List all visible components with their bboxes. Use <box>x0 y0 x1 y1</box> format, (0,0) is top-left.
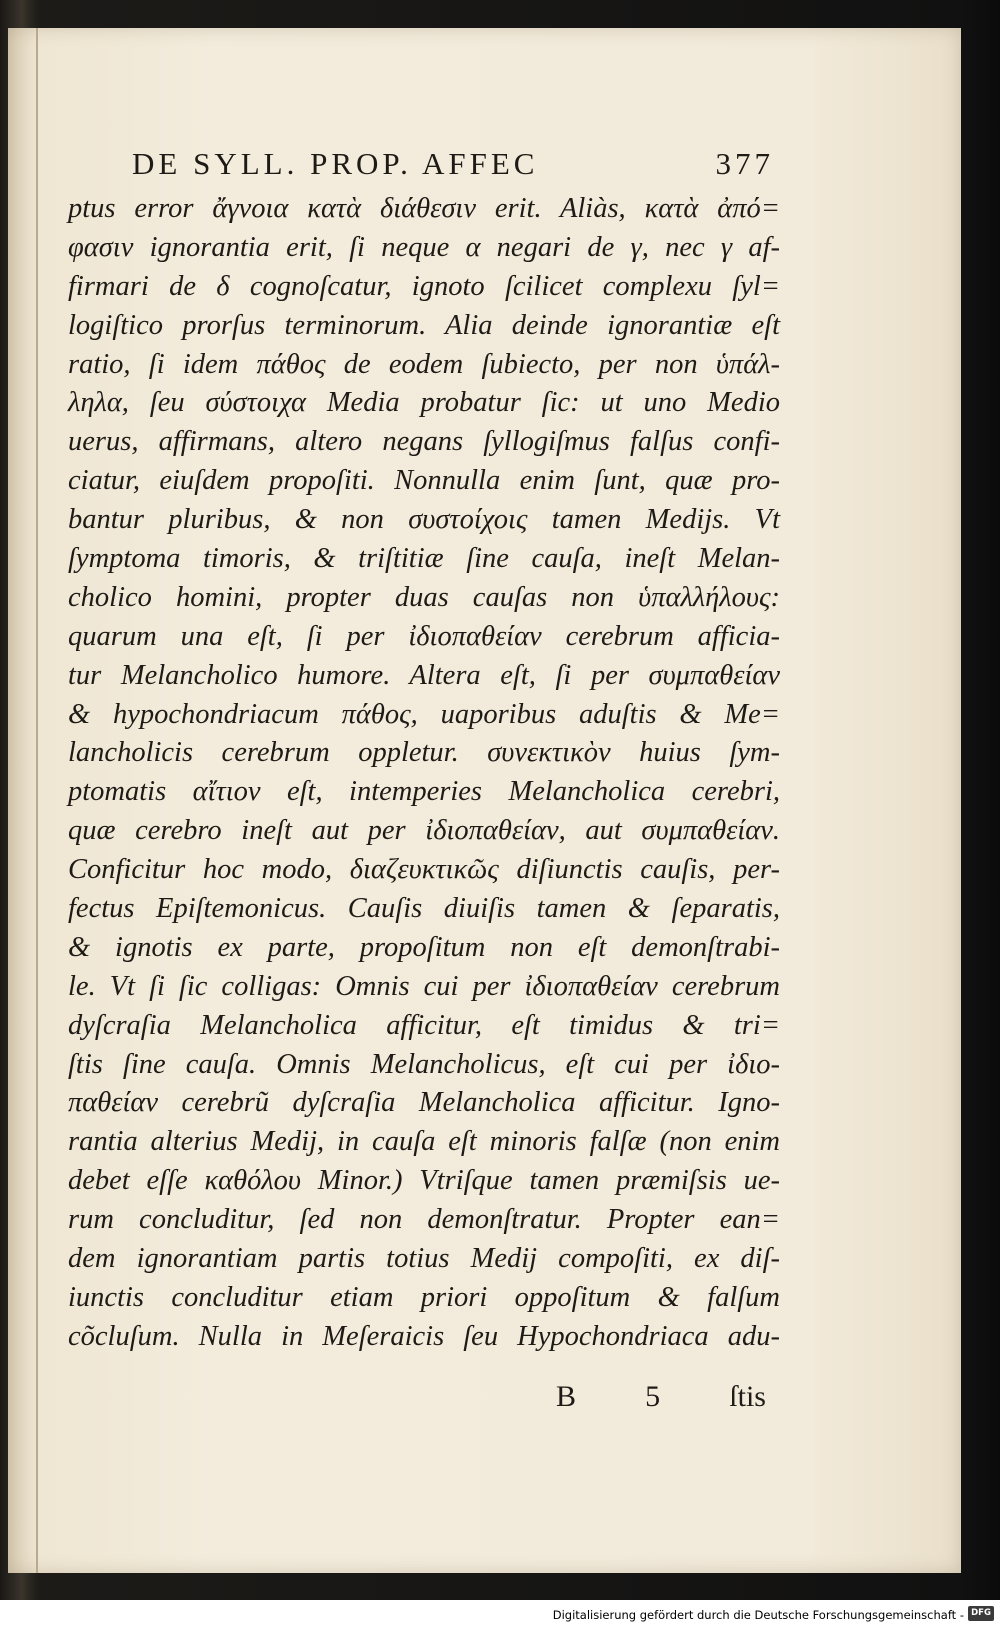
text-line: dyſcraſia Melancholica afficitur, eſt timidus & tri= <box>68 1009 780 1041</box>
text-line: debet eſſe καθόλου Minor.) Vtriſque tamen præmiſsis ue- <box>68 1165 780 1197</box>
text-line: & ignotis ex parte, propoſitum non eſt demonſtrabi- <box>68 931 780 963</box>
text-line: quæ cerebro ineſt aut per ἰδιοπαθείαν, aut συμπαθείαν. <box>68 815 780 847</box>
text-line: iunctis concluditur etiam priori oppoſitum & falſum <box>68 1281 780 1313</box>
text-line: ciatur, eiuſdem propoſiti. Nonnulla enim ſunt, quæ pro- <box>68 465 780 497</box>
text-line: & hypochondriacum πάθος, uaporibus aduſtis & Me= <box>68 698 780 730</box>
text-line: fectus Epiſtemonicus. Cauſis diuiſis tamen & ſeparatis, <box>68 893 780 925</box>
text-line: ſymptoma timoris, & triſtitiæ ſine cauſa, ineſt Melan- <box>68 543 780 575</box>
body-text <box>68 190 780 1357</box>
text-block <box>68 146 780 1357</box>
text-line: φασιν ignorantia erit, ſi neque α negari de γ, nec γ af- <box>68 231 780 263</box>
text-line: firmari de δ cognoſcatur, ignoto ſcilicet complexu ſyl= <box>68 270 780 302</box>
page-gutter <box>36 28 38 1573</box>
text-line: ptomatis αἴτιον eſt, intemperies Melancholica cerebri, <box>68 776 780 808</box>
text-line: uerus, affirmans, altero negans ſyllogiſmus falſus confi- <box>68 426 780 458</box>
text-line: rum concluditur, ſed non demonſtratur. Propter ean= <box>68 1204 780 1236</box>
text-line: ſtis ſine cauſa. Omnis Melancholicus, eſt cui per ἰδιο- <box>68 1048 780 1080</box>
dfg-logo-icon: DFG <box>968 1606 994 1621</box>
signature-line <box>556 1380 766 1414</box>
text-line: bantur pluribus, & non συστοίχοις tamen Medijs. Vt <box>68 504 780 536</box>
text-line: dem ignorantiam partis totius Medij compoſiti, ex diſ- <box>68 1243 780 1275</box>
text-line: quarum una eſt, ſi per ἰδιοπαθείαν cerebrum afficia- <box>68 620 780 652</box>
text-line: Conficitur hoc modo, διαζευκτικῶς diſiunctis cauſis, per- <box>68 854 780 886</box>
running-head <box>132 146 774 190</box>
text-line: rantia alterius Medij, in cauſa eſt minoris falſæ (non enim <box>68 1126 780 1158</box>
text-line: ratio, ſi idem πάθος de eodem ſubiecto, per non ὑπάλ- <box>68 348 780 380</box>
signature-mark: B <box>556 1380 577 1413</box>
text-line: logiſtico prorſus terminorum. Alia deinde ignorantiæ eſt <box>68 309 780 341</box>
page-number: 377 <box>715 146 774 181</box>
text-line: le. Vt ſi ſic colligas: Omnis cui per ἰδιοπαθείαν cerebrum <box>68 970 780 1002</box>
running-head-title: DE SYLL. PROP. AFFEC <box>132 146 539 181</box>
footer-credit: Digitalisierung gefördert durch die Deutsche Forschungsgemeinschaft - <box>552 1608 964 1622</box>
text-line: cõcluſum. Nulla in Meſeraicis ſeu Hypochondriaca adu- <box>68 1320 780 1352</box>
text-line: ptus error ἄγνοια κατὰ διάθεσιν erit. Aliàs, κατὰ ἀπό= <box>68 193 780 224</box>
text-line: lancholicis cerebrum oppletur. συνεκτικὸν huius ſym- <box>68 737 780 769</box>
text-line: tur Melancholico humore. Altera eſt, ſi per συμπαθείαν <box>68 659 780 691</box>
text-line: παθείαν cerebrũ dyſcraſia Melancholica afficitur. Igno- <box>68 1087 780 1119</box>
text-line: ληλα, ſeu σύστοιχα Media probatur ſic: ut uno Medio <box>68 387 780 419</box>
text-line: cholico homini, propter duas cauſas non ὑπαλλήλους: <box>68 581 780 613</box>
signature-number: 5 <box>645 1380 661 1413</box>
catchword: ſtis <box>729 1380 766 1413</box>
